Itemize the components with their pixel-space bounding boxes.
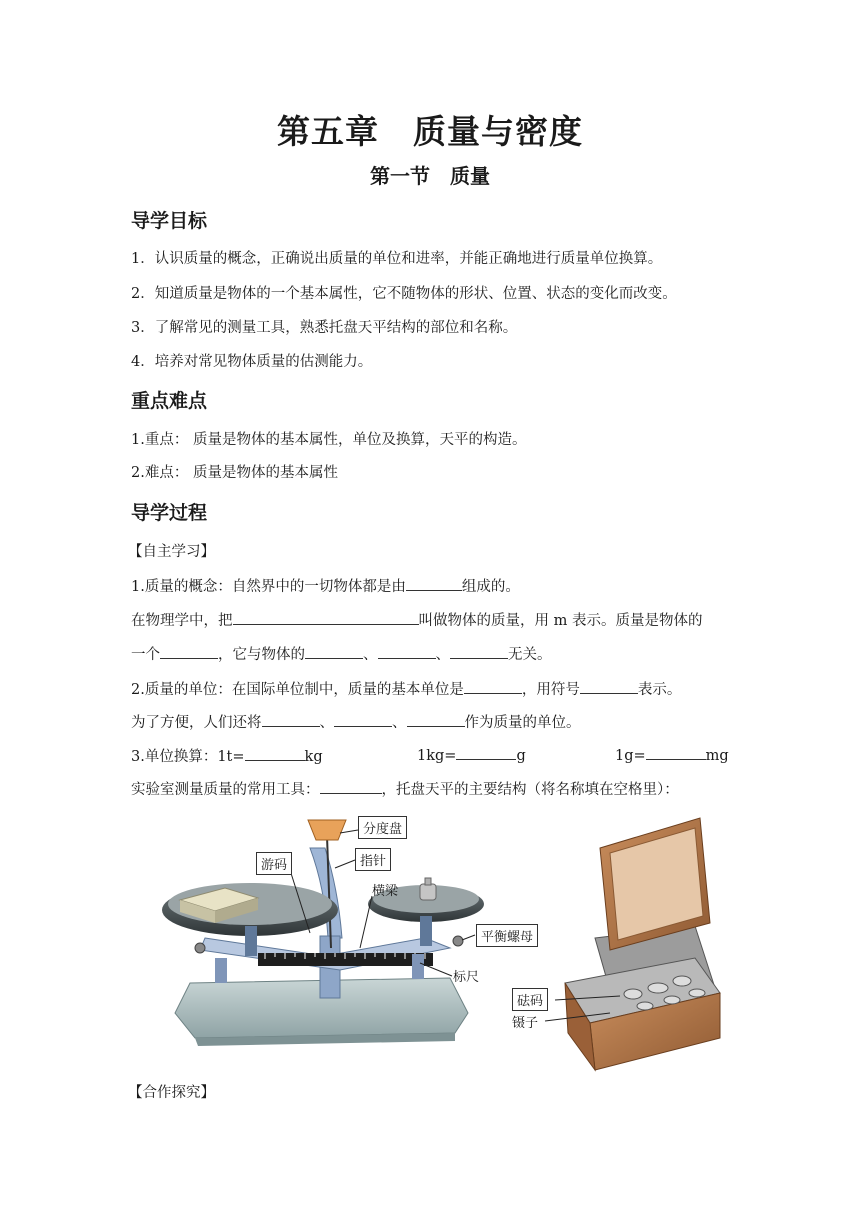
self-study-label: 【自主学习】 (128, 544, 215, 560)
question-4: 实验室测量质量的常用工具： ，托盘天平的主要结构（将名称填在空格里）： (131, 778, 679, 799)
question-3-unit-2: 1kg= g (417, 745, 526, 764)
answer-blank[interactable] (320, 779, 382, 794)
question-3-unit-1: 3.单位换算：1t= kg (131, 745, 323, 766)
key-points-heading: 重点难点 (131, 390, 208, 412)
question-1-line-3: 一个 ，它与物体的 、 、 无关。 (131, 643, 552, 664)
key-point-item: 1.重点： 质量是物体的基本属性，单位及换算，天平的构造。 (131, 432, 527, 448)
label-weights: 砝码 (512, 988, 548, 1011)
objective-item: 3．了解常见的测量工具，熟悉托盘天平结构的部位和名称。 (131, 320, 518, 336)
objective-item: 4．培养对常见物体质量的估测能力。 (131, 354, 373, 370)
objectives-heading: 导学目标 (131, 210, 208, 232)
question-1-line-1: 1.质量的概念：自然界中的一切物体都是由 组成的。 (131, 575, 520, 596)
chapter-title: 第五章 质量与密度 (277, 112, 583, 151)
answer-blank[interactable] (464, 679, 522, 694)
label-tweezers: 镊子 (512, 1016, 539, 1031)
section-title: 第一节 质量 (370, 164, 490, 188)
answer-blank[interactable] (334, 712, 392, 727)
label-scale: 标尺 (453, 970, 480, 985)
answer-blank[interactable] (233, 610, 419, 625)
question-2-line-2: 为了方便，人们还将 、 、 作为质量的单位。 (131, 711, 581, 732)
question-3-unit-3: 1g= mg (615, 745, 729, 764)
objective-item: 1．认识质量的概念，正确说出质量的单位和进率，并能正确地进行质量单位换算。 (131, 251, 663, 267)
question-2-line-1: 2.质量的单位：在国际单位制中，质量的基本单位是 ，用符号 表示。 (131, 678, 681, 699)
label-rider: 游码 (256, 852, 292, 875)
answer-blank[interactable] (305, 644, 363, 659)
key-point-item: 2.难点： 质量是物体的基本属性 (131, 465, 338, 481)
question-1-line-2: 在物理学中，把 叫做物体的质量，用 m 表示。质量是物体的 (131, 609, 702, 630)
answer-blank[interactable] (245, 746, 305, 761)
answer-blank[interactable] (378, 644, 436, 659)
process-heading: 导学过程 (131, 502, 208, 524)
cooperate-label: 【合作探究】 (128, 1085, 215, 1101)
answer-blank[interactable] (406, 576, 462, 591)
answer-blank[interactable] (646, 745, 706, 760)
balance-illustration (150, 808, 730, 1076)
label-beam: 横梁 (372, 884, 399, 899)
balance-diagram (150, 808, 730, 1076)
answer-blank[interactable] (262, 712, 320, 727)
label-pointer: 指针 (355, 848, 391, 871)
label-dial: 分度盘 (358, 816, 407, 839)
answer-blank[interactable] (450, 644, 508, 659)
label-balance-nut: 平衡螺母 (476, 924, 538, 947)
answer-blank[interactable] (407, 712, 465, 727)
objective-item: 2．知道质量是物体的一个基本属性，它不随物体的形状、位置、状态的变化而改变。 (131, 286, 677, 302)
answer-blank[interactable] (456, 745, 516, 760)
answer-blank[interactable] (580, 679, 638, 694)
answer-blank[interactable] (160, 644, 218, 659)
